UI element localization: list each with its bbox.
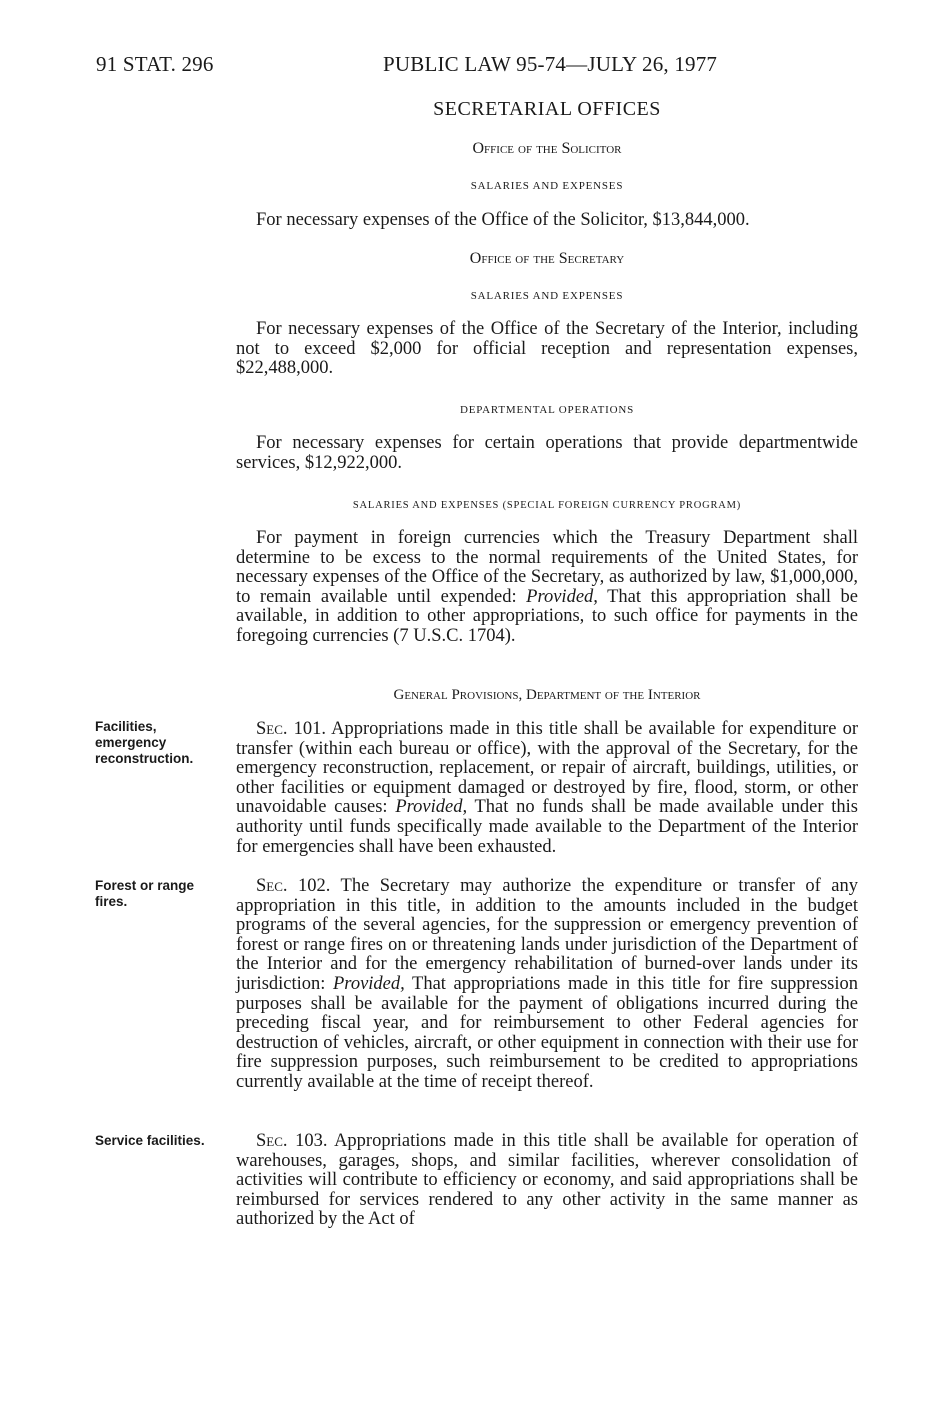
departmental-paragraph: [236, 434, 858, 473]
margin-note-facilities: Facilities, emergency reconstruction.: [95, 719, 194, 766]
sec101-text-2: That no funds shall be made available under this authority until funds specifically made available to the Department of the Interior for emergencies shall have been exhausted.: [236, 797, 858, 857]
foreign-currency-text-1: For payment in foreign currencies which the Treasury Department shall determine to be excess to the normal requirements of the United States, for necessary expenses of the Office of the Secretary, as authorized by law, $1,000,000, to remain available until expended:: [236, 528, 858, 607]
margin-note-forest: Forest or range fires.: [95, 878, 195, 909]
foreign-currency-provided: Provided,: [526, 586, 598, 607]
solicitor-heading: Office of the Solicitor: [472, 140, 622, 157]
sec101-paragraph: [236, 720, 858, 857]
secretary-paragraph: [236, 320, 858, 379]
sec102-text-2: That appropriations made in this title for fire suppression purposes shall be available for the payment of obligations incurred during the preceding fiscal year, and for reimbursement to other Federal agencies for destruction of vehicles, aircraft, or other equipment in connection with their use for fire suppression purposes, such reimbursement to be credited to appropriations currently available at the time of receipt thereof.: [236, 973, 858, 1092]
law-title: PUBLIC LAW 95-74—JULY 26, 1977: [383, 52, 718, 76]
sec102-provided: Provided,: [333, 973, 405, 994]
foreign-currency-subheading: SALARIES AND EXPENSES (SPECIAL FOREIGN CURRENCY PROGRAM): [352, 500, 742, 511]
stat-reference: 91 STAT. 296: [96, 52, 214, 76]
margin-note-service: Service facilities.: [95, 1133, 205, 1148]
sec101-text-1: 101. Appropriations made in this title shall be available for expenditure or transfer (within each bureau or office), with the approval of the Secretary, for the emergency reconstruction, replacement, or repair of aircraft, buildings, utilities, or other facilities or equipment damaged or destroyed by fire, flood, storm, or other unavoidable causes:: [236, 719, 858, 818]
sec102-paragraph: [236, 877, 858, 1093]
sec103-paragraph: [236, 1132, 858, 1230]
section-title: SECRETARIAL OFFICES: [433, 98, 661, 120]
sec101-label: Sec.: [256, 719, 288, 739]
sec103-text: 103. Appropriations made in this title shall be available for operation of warehouses, garages, shops, and similar facilities, wherever consolidation of activities will contribute to efficiency or economy, and said appropriations shall be reimbursed for services rendered to any other activity in the same manner as authorized by the Act of: [236, 1131, 858, 1230]
departmental-subheading: DEPARTMENTAL OPERATIONS: [459, 404, 635, 416]
solicitor-subheading: SALARIES AND EXPENSES: [470, 180, 624, 192]
secretary-text: For necessary expenses of the Office of the Secretary of the Interior, including not to exceed $2,000 for official reception and representation expenses, $22,488,000.: [236, 319, 858, 379]
secretary-heading: Office of the Secretary: [469, 250, 625, 267]
departmental-text: For necessary expenses for certain operations that provide departmentwide services, $12,922,000.: [236, 433, 858, 473]
sec101-provided: Provided,: [395, 797, 468, 818]
general-provisions-heading: General Provisions, Department of the Interior: [393, 687, 701, 703]
sec103-label: Sec.: [256, 1131, 288, 1151]
foreign-currency-text-2: That this appropriation shall be available, in addition to other appropriations, to such office for payments in the foregoing currencies (7 U.S.C. 1704).: [236, 586, 858, 646]
sec102-text-1: 102. The Secretary may authorize the expenditure or transfer of any appropriation in this title, in addition to the amounts included in the budget programs of the several agencies, for the suppression or emergency prevention of forest or range fires on or threatening lands under jurisdiction of the Department of the Interior and for the emergency rehabilitation of burned-over lands under its jurisdiction:: [236, 876, 858, 994]
solicitor-paragraph: For necessary expenses of the Office of the Solicitor, $13,844,000.: [256, 210, 750, 230]
sec102-label: Sec.: [256, 876, 288, 896]
foreign-currency-paragraph: [236, 529, 858, 647]
secretary-subheading: SALARIES AND EXPENSES: [470, 290, 624, 302]
